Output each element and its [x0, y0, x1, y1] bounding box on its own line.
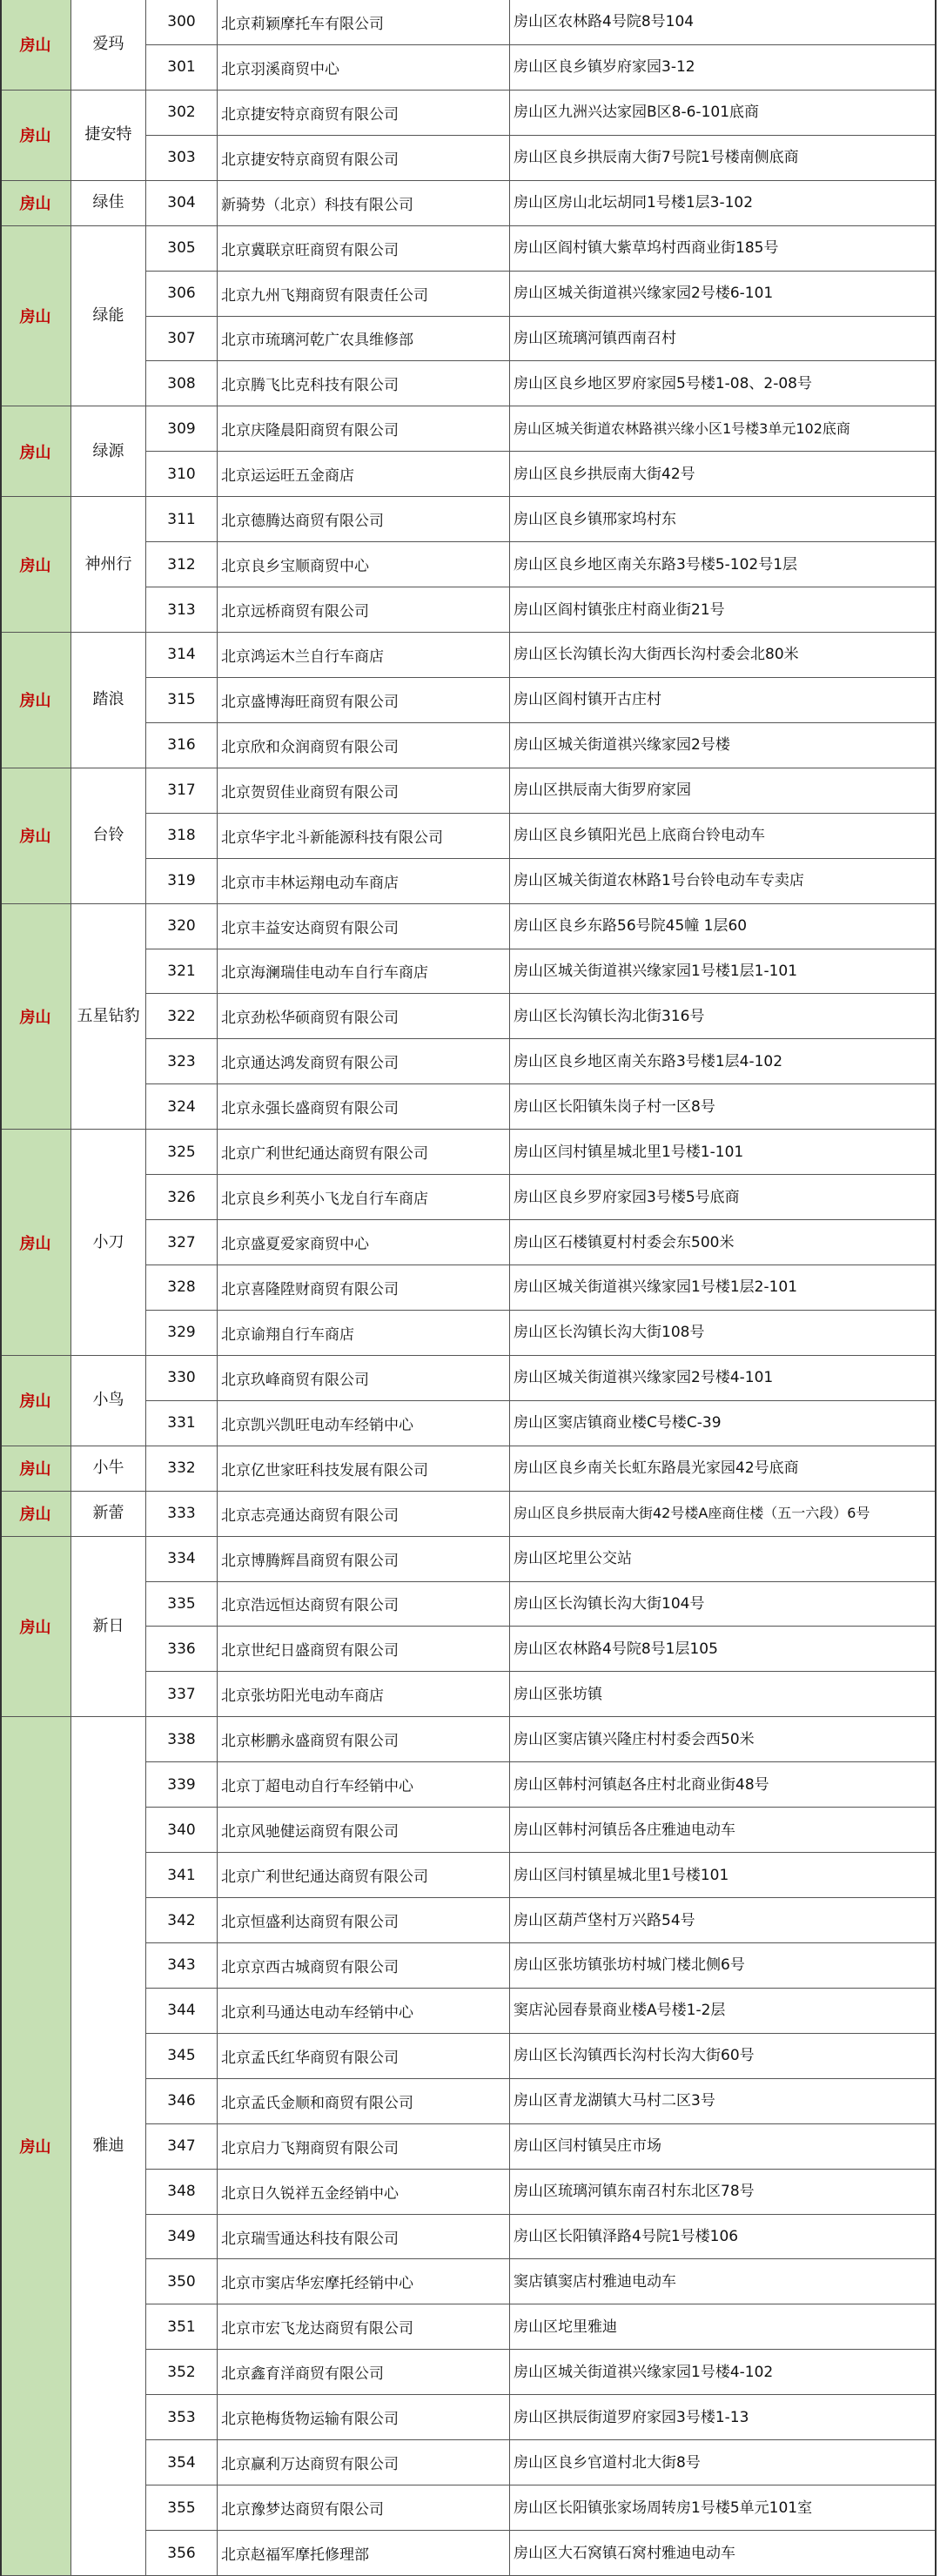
row-number: 341	[146, 1853, 218, 1898]
company-address: 房山区闫村镇星城北里1号楼101	[510, 1853, 937, 1898]
district-cell: 房山	[0, 0, 71, 91]
row-number: 319	[146, 859, 218, 904]
row-number: 327	[146, 1220, 218, 1265]
row-number: 356	[146, 2531, 218, 2576]
row-number: 315	[146, 678, 218, 723]
row-number: 301	[146, 45, 218, 91]
company-address: 房山区坨里公交站	[510, 1537, 937, 1582]
company-name: 北京风驰健运商贸有限公司	[218, 1808, 510, 1853]
company-name: 北京良乡利英小飞龙自行车商店	[218, 1175, 510, 1220]
company-address: 房山区良乡地区罗府家园5号楼1-08、2-08号	[510, 361, 937, 406]
row-number: 337	[146, 1672, 218, 1717]
company-name: 北京喜隆陞财商贸有限公司	[218, 1265, 510, 1311]
company-address: 房山区阎村镇大紫草坞村西商业街185号	[510, 226, 937, 272]
brand-cell: 踏浪	[71, 633, 146, 768]
brand-cell: 小刀	[71, 1130, 146, 1356]
company-name: 北京艳梅货物运输有限公司	[218, 2395, 510, 2440]
row-number: 307	[146, 317, 218, 362]
company-address: 房山区青龙湖镇大马村二区3号	[510, 2079, 937, 2124]
company-name: 北京彬鹏永盛商贸有限公司	[218, 1717, 510, 1762]
district-cell: 房山	[0, 904, 71, 1130]
company-name: 北京广利世纪通达商贸有限公司	[218, 1853, 510, 1898]
company-address: 房山区农林路4号院8号1层105	[510, 1627, 937, 1672]
company-address: 房山区张坊镇张坊村城门楼北侧6号	[510, 1943, 937, 1989]
district-cell: 房山	[0, 768, 71, 904]
row-number: 306	[146, 272, 218, 317]
company-name: 北京博腾辉昌商贸有限公司	[218, 1537, 510, 1582]
company-address: 房山区城关街道农林路1号台铃电动车专卖店	[510, 859, 937, 904]
company-name: 北京市宏飞龙达商贸有限公司	[218, 2304, 510, 2350]
row-number: 342	[146, 1898, 218, 1943]
company-name: 北京丁超电动自行车经销中心	[218, 1762, 510, 1808]
company-address: 窦店沁园春景商业楼A号楼1-2层	[510, 1989, 937, 2034]
company-address: 房山区琉璃河镇西南召村	[510, 317, 937, 362]
company-address: 房山区良乡拱辰南大街42号	[510, 452, 937, 497]
brand-cell: 爱玛	[71, 0, 146, 91]
company-address: 房山区良乡拱辰南大街42号楼A座商住楼（五一六段）6号	[510, 1492, 937, 1537]
district-cell: 房山	[0, 181, 71, 226]
company-address: 房山区长阳镇泽路4号院1号楼106	[510, 2215, 937, 2260]
company-name: 北京市琉璃河乾广农具维修部	[218, 317, 510, 362]
row-number: 340	[146, 1808, 218, 1853]
row-number: 328	[146, 1265, 218, 1311]
company-address: 房山区良乡镇邢家坞村东	[510, 497, 937, 542]
company-address: 房山区张坊镇	[510, 1672, 937, 1717]
row-number: 325	[146, 1130, 218, 1175]
brand-cell: 绿源	[71, 406, 146, 497]
company-name: 北京市丰林运翔电动车商店	[218, 859, 510, 904]
company-name: 北京鸿运木兰自行车商店	[218, 633, 510, 678]
company-name: 北京豫梦达商贸有限公司	[218, 2485, 510, 2531]
brand-cell: 小牛	[71, 1446, 146, 1492]
company-address: 房山区窦店镇商业楼C号楼C-39	[510, 1401, 937, 1446]
company-address: 房山区良乡官道村北大街8号	[510, 2440, 937, 2485]
row-number: 300	[146, 0, 218, 45]
company-name: 北京欣和众润商贸有限公司	[218, 723, 510, 768]
company-address: 房山区阎村镇开古庄村	[510, 678, 937, 723]
company-name: 北京腾飞比克科技有限公司	[218, 361, 510, 406]
district-cell: 房山	[0, 633, 71, 768]
row-number: 349	[146, 2215, 218, 2260]
table-border	[935, 0, 937, 2576]
company-name: 北京丰益安达商贸有限公司	[218, 904, 510, 949]
row-number: 320	[146, 904, 218, 949]
brand-cell: 五星钻豹	[71, 904, 146, 1130]
company-name: 北京利马通达电动车经销中心	[218, 1989, 510, 2034]
row-number: 303	[146, 136, 218, 181]
row-number: 336	[146, 1627, 218, 1672]
row-number: 305	[146, 226, 218, 272]
row-number: 308	[146, 361, 218, 406]
row-number: 312	[146, 542, 218, 587]
brand-cell: 新日	[71, 1537, 146, 1718]
company-name: 北京玖峰商贸有限公司	[218, 1356, 510, 1401]
company-address: 房山区葫芦垡村万兴路54号	[510, 1898, 937, 1943]
company-name: 北京运运旺五金商店	[218, 452, 510, 497]
company-name: 北京通达鸿发商贸有限公司	[218, 1039, 510, 1084]
company-address: 房山区大石窝镇石窝村雅迪电动车	[510, 2531, 937, 2576]
company-name: 北京劲松华硕商贸有限公司	[218, 994, 510, 1039]
row-number: 329	[146, 1311, 218, 1356]
company-address: 房山区长沟镇长沟大街西长沟村委会北80米	[510, 633, 937, 678]
company-name: 北京孟氏金顺和商贸有限公司	[218, 2079, 510, 2124]
row-number: 311	[146, 497, 218, 542]
company-address: 房山区城关街道祺兴缘家园2号楼	[510, 723, 937, 768]
company-name: 北京志亮通达商贸有限公司	[218, 1492, 510, 1537]
company-name: 北京赵福军摩托修理部	[218, 2531, 510, 2576]
company-address: 房山区韩村河镇赵各庄村北商业街48号	[510, 1762, 937, 1808]
row-number: 333	[146, 1492, 218, 1537]
company-address: 房山区长沟镇长沟大街108号	[510, 1311, 937, 1356]
row-number: 330	[146, 1356, 218, 1401]
row-number: 351	[146, 2304, 218, 2350]
company-name: 北京恒盛利达商贸有限公司	[218, 1898, 510, 1943]
brand-cell: 小鸟	[71, 1356, 146, 1446]
company-name: 北京远桥商贸有限公司	[218, 587, 510, 633]
table-border	[0, 0, 2, 2576]
company-name: 北京浩远恒达商贸有限公司	[218, 1582, 510, 1627]
row-number: 338	[146, 1717, 218, 1762]
company-name: 北京瑞雪通达科技有限公司	[218, 2215, 510, 2260]
company-address: 房山区阎村镇张庄村商业街21号	[510, 587, 937, 633]
company-name: 北京京西古城商贸有限公司	[218, 1943, 510, 1989]
row-number: 322	[146, 994, 218, 1039]
district-cell: 房山	[0, 406, 71, 497]
district-cell: 房山	[0, 1717, 71, 2576]
company-name: 北京盛博海旺商贸有限公司	[218, 678, 510, 723]
company-name: 北京永强长盛商贸有限公司	[218, 1084, 510, 1130]
company-address: 房山区良乡镇阳光邑上底商台铃电动车	[510, 814, 937, 859]
row-number: 331	[146, 1401, 218, 1446]
brand-cell: 绿能	[71, 226, 146, 407]
row-number: 344	[146, 1989, 218, 2034]
company-address: 房山区良乡镇岁府家园3-12	[510, 45, 937, 91]
company-address: 房山区闫村镇星城北里1号楼1-101	[510, 1130, 937, 1175]
row-number: 350	[146, 2259, 218, 2304]
company-address: 房山区城关街道祺兴缘家园1号楼4-102	[510, 2350, 937, 2395]
row-number: 347	[146, 2124, 218, 2170]
district-cell: 房山	[0, 1537, 71, 1718]
row-number: 353	[146, 2395, 218, 2440]
company-name: 北京庆隆晨阳商贸有限公司	[218, 406, 510, 452]
company-address: 房山区长沟镇长沟大街104号	[510, 1582, 937, 1627]
row-number: 310	[146, 452, 218, 497]
row-number: 345	[146, 2034, 218, 2079]
company-name: 北京德腾达商贸有限公司	[218, 497, 510, 542]
company-name: 北京世纪日盛商贸有限公司	[218, 1627, 510, 1672]
company-name: 北京孟氏红华商贸有限公司	[218, 2034, 510, 2079]
row-number: 346	[146, 2079, 218, 2124]
brand-cell: 新蕾	[71, 1492, 146, 1537]
brand-cell: 神州行	[71, 497, 146, 633]
district-cell: 房山	[0, 91, 71, 181]
company-address: 房山区农林路4号院8号104	[510, 0, 937, 45]
row-number: 324	[146, 1084, 218, 1130]
company-address: 房山区长沟镇西长沟村长沟大街60号	[510, 2034, 937, 2079]
company-name: 北京贺贸佳业商贸有限公司	[218, 768, 510, 814]
company-address: 房山区良乡拱辰南大街7号院1号楼南侧底商	[510, 136, 937, 181]
row-number: 339	[146, 1762, 218, 1808]
row-number: 326	[146, 1175, 218, 1220]
row-number: 309	[146, 406, 218, 452]
company-address: 房山区长阳镇朱岗子村一区8号	[510, 1084, 937, 1130]
company-address: 房山区城关街道祺兴缘家园2号楼6-101	[510, 272, 937, 317]
row-number: 316	[146, 723, 218, 768]
row-number: 313	[146, 587, 218, 633]
company-address: 房山区城关街道祺兴缘家园2号楼4-101	[510, 1356, 937, 1401]
row-number: 355	[146, 2485, 218, 2531]
district-cell: 房山	[0, 1446, 71, 1492]
company-name: 北京市窦店华宏摩托经销中心	[218, 2259, 510, 2304]
company-name: 北京华宇北斗新能源科技有限公司	[218, 814, 510, 859]
company-name: 北京广利世纪通达商贸有限公司	[218, 1130, 510, 1175]
company-name: 北京亿世家旺科技发展有限公司	[218, 1446, 510, 1492]
company-name: 北京冀联京旺商贸有限公司	[218, 226, 510, 272]
district-cell: 房山	[0, 226, 71, 407]
brand-cell: 绿佳	[71, 181, 146, 226]
district-cell: 房山	[0, 1356, 71, 1446]
company-name: 北京捷安特京商贸有限公司	[218, 136, 510, 181]
company-name: 北京张坊阳光电动车商店	[218, 1672, 510, 1717]
brand-cell: 雅迪	[71, 1717, 146, 2576]
company-name: 北京凯兴凯旺电动车经销中心	[218, 1401, 510, 1446]
district-cell: 房山	[0, 497, 71, 633]
district-cell: 房山	[0, 1492, 71, 1537]
company-name: 北京鑫育洋商贸有限公司	[218, 2350, 510, 2395]
company-name: 北京良乡宝顺商贸中心	[218, 542, 510, 587]
company-address: 房山区良乡地区南关东路3号楼1层4-102	[510, 1039, 937, 1084]
company-address: 房山区房山北坛胡同1号楼1层3-102	[510, 181, 937, 226]
company-name: 北京九州飞翔商贸有限责任公司	[218, 272, 510, 317]
company-address: 房山区良乡南关长虹东路晨光家园42号底商	[510, 1446, 937, 1492]
brand-cell: 捷安特	[71, 91, 146, 181]
company-name: 北京启力飞翔商贸有限公司	[218, 2124, 510, 2170]
row-number: 354	[146, 2440, 218, 2485]
company-address: 窦店镇窦店村雅迪电动车	[510, 2259, 937, 2304]
row-number: 314	[146, 633, 218, 678]
company-address: 房山区拱辰南大街罗府家园	[510, 768, 937, 814]
company-address: 房山区长沟镇长沟北街316号	[510, 994, 937, 1039]
row-number: 335	[146, 1582, 218, 1627]
company-address: 房山区城关街道祺兴缘家园1号楼1层1-101	[510, 949, 937, 995]
row-number: 332	[146, 1446, 218, 1492]
company-address: 房山区良乡地区南关东路3号楼5-102号1层	[510, 542, 937, 587]
company-address: 房山区窦店镇兴隆庄村村委会西50米	[510, 1717, 937, 1762]
company-address: 房山区良乡东路56号院45幢 1层60	[510, 904, 937, 949]
company-address: 房山区长阳镇张家场周转房1号楼5单元101室	[510, 2485, 937, 2531]
company-name: 北京海澜瑞佳电动车自行车商店	[218, 949, 510, 995]
row-number: 323	[146, 1039, 218, 1084]
row-number: 318	[146, 814, 218, 859]
company-address: 房山区坨里雅迪	[510, 2304, 937, 2350]
company-address: 房山区城关街道农林路祺兴缘小区1号楼3单元102底商	[510, 406, 937, 452]
company-address: 房山区韩村河镇岳各庄雅迪电动车	[510, 1808, 937, 1853]
row-number: 348	[146, 2170, 218, 2215]
company-name: 新骑势（北京）科技有限公司	[218, 181, 510, 226]
company-address: 房山区城关街道祺兴缘家园1号楼1层2-101	[510, 1265, 937, 1311]
row-number: 334	[146, 1537, 218, 1582]
row-number: 343	[146, 1943, 218, 1989]
company-address: 房山区石楼镇夏村村委会东500米	[510, 1220, 937, 1265]
company-address: 房山区琉璃河镇东南召村东北区78号	[510, 2170, 937, 2215]
company-name: 北京赢利万达商贸有限公司	[218, 2440, 510, 2485]
brand-cell: 台铃	[71, 768, 146, 904]
company-address: 房山区闫村镇吴庄市场	[510, 2124, 937, 2170]
row-number: 317	[146, 768, 218, 814]
company-address: 房山区拱辰街道罗府家园3号楼1-13	[510, 2395, 937, 2440]
row-number: 321	[146, 949, 218, 995]
company-name: 北京莉颖摩托车有限公司	[218, 0, 510, 45]
company-name: 北京捷安特京商贸有限公司	[218, 91, 510, 136]
company-address: 房山区九洲兴达家园B区8-6-101底商	[510, 91, 937, 136]
row-number: 352	[146, 2350, 218, 2395]
company-name: 北京日久锐祥五金经销中心	[218, 2170, 510, 2215]
row-number: 302	[146, 91, 218, 136]
row-number: 304	[146, 181, 218, 226]
company-name: 北京谕翔自行车商店	[218, 1311, 510, 1356]
company-address: 房山区良乡罗府家园3号楼5号底商	[510, 1175, 937, 1220]
company-name: 北京盛夏爱家商贸中心	[218, 1220, 510, 1265]
company-name: 北京羽溪商贸中心	[218, 45, 510, 91]
district-cell: 房山	[0, 1130, 71, 1356]
